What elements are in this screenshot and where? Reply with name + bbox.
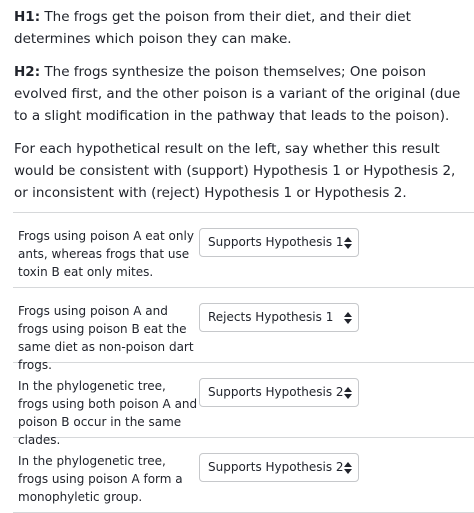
select-value: Rejects Hypothesis 1 (208, 310, 334, 324)
hypothesis-select[interactable] (199, 228, 359, 257)
select-value: Supports Hypothesis 2 (208, 460, 344, 474)
question-intro (14, 6, 470, 215)
select-value: Supports Hypothesis 2 (208, 385, 344, 399)
table-row (13, 438, 474, 513)
hypothesis-2 (14, 61, 470, 127)
up-down-chevron-icon (344, 237, 352, 249)
instructions: For each hypothetical result on the left, say whether this result would be consistent with (support) Hypothesis 1 or Hypothesis 2, or inconsistent with (reject) Hypothesis 1 or Hypothesis 2. (14, 141, 456, 201)
table-row (13, 363, 474, 447)
hypothesis-1-label: H1: (14, 9, 41, 25)
hypothesis-select[interactable] (199, 378, 359, 407)
results-table (13, 212, 474, 513)
hypothesis-select[interactable] (199, 453, 359, 482)
up-down-chevron-icon (344, 462, 352, 474)
select-value: Supports Hypothesis 1 (208, 235, 344, 249)
table-row (13, 213, 474, 288)
hypothesis-1 (14, 6, 470, 50)
hypothesis-2-label: H2: (14, 64, 41, 80)
result-text: In the phylogenetic tree, frogs using poison A form a monophyletic group. (18, 454, 183, 504)
result-text: Frogs using poison A and frogs using poison B eat the same diet as non-poison dart frogs. (18, 304, 194, 372)
result-text: Frogs using poison A eat only ants, whereas frogs that use toxin B eat only mites. (18, 229, 194, 279)
table-row (13, 288, 474, 372)
result-text: In the phylogenetic tree, frogs using both poison A and poison B occur in the same clades. (18, 379, 198, 447)
up-down-chevron-icon (344, 312, 352, 324)
hypothesis-1-text: The frogs get the poison from their diet, and their diet determines which poison they can make. (14, 9, 411, 47)
up-down-chevron-icon (344, 387, 352, 399)
hypothesis-2-text: The frogs synthesize the poison themselves; One poison evolved first, and the other poison is a variant of the original (due to a slight modification in the pathway that leads to the poison). (14, 64, 461, 124)
hypothesis-select[interactable] (199, 303, 359, 332)
